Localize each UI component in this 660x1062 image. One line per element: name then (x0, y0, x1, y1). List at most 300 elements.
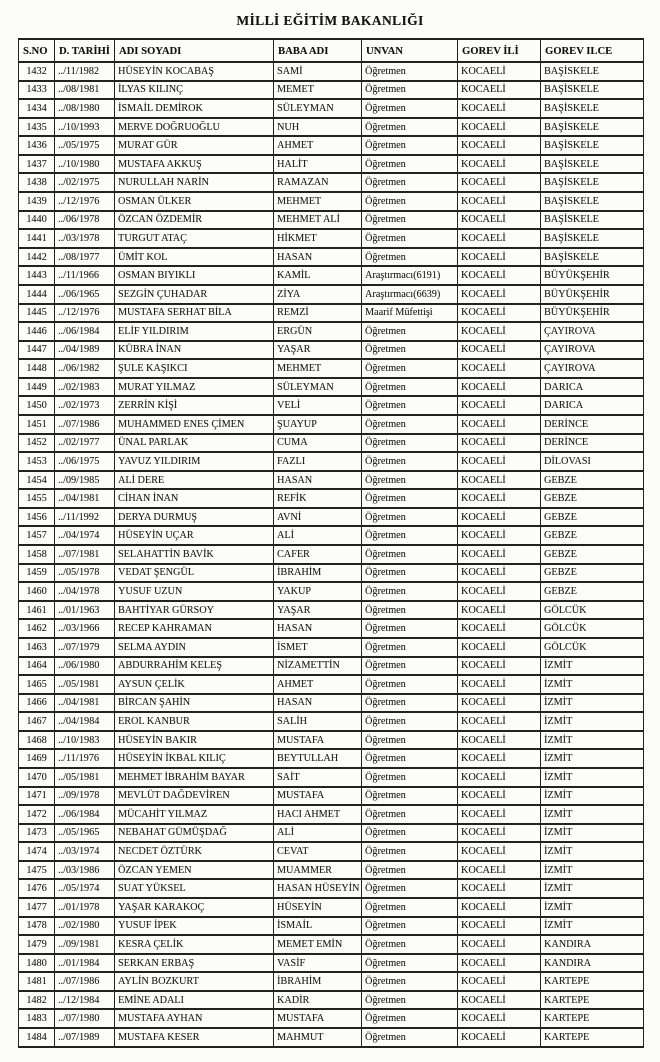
table-row (19, 1028, 644, 1047)
cell-birth-date: ../12/1976 (55, 304, 115, 323)
cell-birth-date: ../05/1974 (55, 879, 115, 898)
cell-province: KOCAELİ (458, 471, 541, 490)
cell-full-name: MERVE DOĞRUOĞLU (115, 118, 274, 137)
cell-province: KOCAELİ (458, 545, 541, 564)
table-row (19, 526, 644, 545)
cell-district: BAŞİSKELE (541, 173, 644, 192)
cell-father-name: YAŞAR (274, 601, 362, 620)
cell-district: İZMİT (541, 749, 644, 768)
cell-birth-date: ../07/1981 (55, 545, 115, 564)
cell-district: KARTEPE (541, 991, 644, 1010)
cell-district: İZMİT (541, 861, 644, 880)
cell-father-name: CAFER (274, 545, 362, 564)
cell-father-name: HÜSEYİN (274, 898, 362, 917)
cell-father-name: YAŞAR (274, 341, 362, 360)
cell-job-title: Öğretmen (362, 81, 458, 100)
cell-full-name: İLYAS KILINÇ (115, 81, 274, 100)
cell-province: KOCAELİ (458, 731, 541, 750)
cell-birth-date: ../01/1963 (55, 601, 115, 620)
cell-sno: 1472 (19, 805, 55, 824)
cell-province: KOCAELİ (458, 638, 541, 657)
cell-job-title: Öğretmen (362, 229, 458, 248)
cell-father-name: ERGÜN (274, 322, 362, 341)
cell-province: KOCAELİ (458, 657, 541, 676)
cell-district: İZMİT (541, 675, 644, 694)
cell-district: İZMİT (541, 842, 644, 861)
cell-full-name: NEBAHAT GÜMÜŞDAĞ (115, 824, 274, 843)
cell-job-title: Öğretmen (362, 712, 458, 731)
cell-birth-date: ../06/1975 (55, 452, 115, 471)
cell-father-name: SAİT (274, 768, 362, 787)
cell-district: GEBZE (541, 489, 644, 508)
cell-province: KOCAELİ (458, 341, 541, 360)
cell-sno: 1469 (19, 749, 55, 768)
cell-province: KOCAELİ (458, 564, 541, 583)
cell-full-name: YAŞAR KARAKOÇ (115, 898, 274, 917)
cell-sno: 1461 (19, 601, 55, 620)
cell-province: KOCAELİ (458, 192, 541, 211)
cell-job-title: Öğretmen (362, 99, 458, 118)
cell-birth-date: ../03/1974 (55, 842, 115, 861)
table-row (19, 136, 644, 155)
cell-full-name: SERKAN ERBAŞ (115, 954, 274, 973)
table-row (19, 675, 644, 694)
cell-job-title: Öğretmen (362, 879, 458, 898)
cell-province: KOCAELİ (458, 768, 541, 787)
table-row (19, 415, 644, 434)
table-row (19, 118, 644, 137)
cell-district: BAŞİSKELE (541, 81, 644, 100)
cell-birth-date: ../06/1982 (55, 359, 115, 378)
cell-sno: 1466 (19, 694, 55, 713)
cell-birth-date: ../05/1981 (55, 768, 115, 787)
cell-birth-date: ../11/1966 (55, 266, 115, 285)
cell-birth-date: ../05/1965 (55, 824, 115, 843)
cell-district: GÖLCÜK (541, 601, 644, 620)
cell-province: KOCAELİ (458, 824, 541, 843)
cell-district: KARTEPE (541, 1028, 644, 1047)
table-row (19, 248, 644, 267)
cell-district: GEBZE (541, 526, 644, 545)
table-row (19, 471, 644, 490)
cell-father-name: RAMAZAN (274, 173, 362, 192)
cell-full-name: HÜSEYİN BAKIR (115, 731, 274, 750)
cell-job-title: Öğretmen (362, 972, 458, 991)
cell-father-name: MEMET EMİN (274, 935, 362, 954)
header-sno: S.NO (19, 39, 55, 62)
personnel-table (18, 38, 644, 1048)
cell-full-name: NURULLAH NARİN (115, 173, 274, 192)
cell-sno: 1451 (19, 415, 55, 434)
cell-province: KOCAELİ (458, 396, 541, 415)
cell-job-title: Öğretmen (362, 564, 458, 583)
cell-sno: 1483 (19, 1009, 55, 1028)
cell-province: KOCAELİ (458, 601, 541, 620)
cell-father-name: ALİ (274, 526, 362, 545)
cell-birth-date: ../05/1981 (55, 675, 115, 694)
table-header (19, 39, 644, 62)
cell-sno: 1444 (19, 285, 55, 304)
cell-birth-date: ../01/1978 (55, 898, 115, 917)
cell-job-title: Öğretmen (362, 898, 458, 917)
cell-father-name: MUAMMER (274, 861, 362, 880)
cell-father-name: KAMİL (274, 266, 362, 285)
cell-province: KOCAELİ (458, 136, 541, 155)
cell-father-name: HASAN (274, 471, 362, 490)
cell-district: GEBZE (541, 545, 644, 564)
cell-father-name: İBRAHİM (274, 564, 362, 583)
cell-full-name: EMİNE ADALI (115, 991, 274, 1010)
cell-district: İZMİT (541, 694, 644, 713)
cell-province: KOCAELİ (458, 879, 541, 898)
cell-father-name: SÜLEYMAN (274, 99, 362, 118)
cell-birth-date: ../10/1980 (55, 155, 115, 174)
cell-district: BÜYÜKŞEHİR (541, 285, 644, 304)
cell-birth-date: ../02/1973 (55, 396, 115, 415)
cell-job-title: Öğretmen (362, 842, 458, 861)
cell-job-title: Öğretmen (362, 768, 458, 787)
cell-full-name: SEZGİN ÇUHADAR (115, 285, 274, 304)
cell-sno: 1443 (19, 266, 55, 285)
table-row (19, 359, 644, 378)
cell-job-title: Öğretmen (362, 508, 458, 527)
cell-full-name: CİHAN İNAN (115, 489, 274, 508)
cell-sno: 1455 (19, 489, 55, 508)
cell-district: İZMİT (541, 879, 644, 898)
table-row (19, 619, 644, 638)
cell-birth-date: ../03/1986 (55, 861, 115, 880)
cell-birth-date: ../06/1984 (55, 322, 115, 341)
table-row (19, 229, 644, 248)
cell-birth-date: ../06/1978 (55, 211, 115, 230)
cell-province: KOCAELİ (458, 1009, 541, 1028)
cell-district: İZMİT (541, 787, 644, 806)
cell-job-title: Öğretmen (362, 192, 458, 211)
cell-full-name: AYSUN ÇELİK (115, 675, 274, 694)
cell-father-name: MAHMUT (274, 1028, 362, 1047)
cell-job-title: Öğretmen (362, 415, 458, 434)
cell-sno: 1441 (19, 229, 55, 248)
cell-district: BÜYÜKŞEHİR (541, 266, 644, 285)
table-row (19, 712, 644, 731)
cell-full-name: ZERRİN KİŞİ (115, 396, 274, 415)
cell-province: KOCAELİ (458, 378, 541, 397)
cell-province: KOCAELİ (458, 229, 541, 248)
cell-father-name: MUSTAFA (274, 1009, 362, 1028)
cell-sno: 1433 (19, 81, 55, 100)
cell-birth-date: ../07/1986 (55, 415, 115, 434)
table-row (19, 879, 644, 898)
table-row (19, 285, 644, 304)
document-title: MİLLİ EĞİTİM BAKANLIĞI (236, 13, 424, 28)
cell-father-name: HASAN HÜSEYİN (274, 879, 362, 898)
cell-job-title: Öğretmen (362, 118, 458, 137)
cell-province: KOCAELİ (458, 155, 541, 174)
cell-job-title: Araştırmacı(6639) (362, 285, 458, 304)
cell-job-title: Öğretmen (362, 805, 458, 824)
cell-job-title: Öğretmen (362, 396, 458, 415)
cell-full-name: EROL KANBUR (115, 712, 274, 731)
cell-job-title: Öğretmen (362, 787, 458, 806)
cell-province: KOCAELİ (458, 861, 541, 880)
table-row (19, 917, 644, 936)
table-row (19, 787, 644, 806)
cell-full-name: BİRCAN ŞAHİN (115, 694, 274, 713)
cell-father-name: AHMET (274, 136, 362, 155)
cell-father-name: ŞUAYUP (274, 415, 362, 434)
table-row (19, 99, 644, 118)
cell-full-name: MÜCAHİT YILMAZ (115, 805, 274, 824)
cell-full-name: ÖZCAN YEMEN (115, 861, 274, 880)
cell-province: KOCAELİ (458, 972, 541, 991)
header-job-title: UNVAN (362, 39, 458, 62)
cell-sno: 1467 (19, 712, 55, 731)
cell-district: KARTEPE (541, 972, 644, 991)
cell-father-name: MEMET (274, 81, 362, 100)
cell-birth-date: ../02/1980 (55, 917, 115, 936)
cell-full-name: RECEP KAHRAMAN (115, 619, 274, 638)
table-row (19, 861, 644, 880)
cell-sno: 1436 (19, 136, 55, 155)
cell-birth-date: ../06/1980 (55, 657, 115, 676)
cell-father-name: MEHMET (274, 359, 362, 378)
table-row (19, 824, 644, 843)
cell-full-name: İSMAİL DEMİROK (115, 99, 274, 118)
cell-full-name: SUAT YÜKSEL (115, 879, 274, 898)
table-row (19, 508, 644, 527)
cell-birth-date: ../12/1984 (55, 991, 115, 1010)
cell-father-name: BEYTULLAH (274, 749, 362, 768)
cell-birth-date: ../10/1993 (55, 118, 115, 137)
cell-province: KOCAELİ (458, 322, 541, 341)
cell-district: DERİNCE (541, 415, 644, 434)
cell-province: KOCAELİ (458, 62, 541, 81)
cell-district: İZMİT (541, 917, 644, 936)
cell-province: KOCAELİ (458, 508, 541, 527)
table-row (19, 842, 644, 861)
cell-district: GEBZE (541, 564, 644, 583)
table-row (19, 638, 644, 657)
cell-father-name: İSMET (274, 638, 362, 657)
cell-job-title: Öğretmen (362, 694, 458, 713)
cell-sno: 1435 (19, 118, 55, 137)
cell-full-name: MUSTAFA AKKUŞ (115, 155, 274, 174)
cell-province: KOCAELİ (458, 452, 541, 471)
cell-district: İZMİT (541, 768, 644, 787)
cell-birth-date: ../03/1978 (55, 229, 115, 248)
cell-sno: 1484 (19, 1028, 55, 1047)
cell-job-title: Öğretmen (362, 62, 458, 81)
cell-sno: 1453 (19, 452, 55, 471)
cell-job-title: Öğretmen (362, 582, 458, 601)
cell-birth-date: ../09/1978 (55, 787, 115, 806)
table-row (19, 378, 644, 397)
header-province: GOREV İLİ (458, 39, 541, 62)
cell-district: GEBZE (541, 471, 644, 490)
table-row (19, 304, 644, 323)
cell-district: İZMİT (541, 805, 644, 824)
table-row (19, 694, 644, 713)
cell-sno: 1432 (19, 62, 55, 81)
cell-sno: 1449 (19, 378, 55, 397)
cell-father-name: HASAN (274, 619, 362, 638)
cell-province: KOCAELİ (458, 787, 541, 806)
table-row (19, 749, 644, 768)
header-father-name: BABA ADI (274, 39, 362, 62)
cell-father-name: İSMAİL (274, 917, 362, 936)
cell-birth-date: ../10/1983 (55, 731, 115, 750)
cell-full-name: KESRA ÇELİK (115, 935, 274, 954)
cell-sno: 1458 (19, 545, 55, 564)
cell-province: KOCAELİ (458, 935, 541, 954)
cell-district: KANDIRA (541, 935, 644, 954)
cell-job-title: Öğretmen (362, 861, 458, 880)
cell-district: İZMİT (541, 898, 644, 917)
cell-father-name: HACI AHMET (274, 805, 362, 824)
cell-sno: 1478 (19, 917, 55, 936)
cell-province: KOCAELİ (458, 917, 541, 936)
cell-sno: 1440 (19, 211, 55, 230)
cell-job-title: Öğretmen (362, 1009, 458, 1028)
cell-father-name: AVNİ (274, 508, 362, 527)
cell-district: ÇAYIROVA (541, 359, 644, 378)
table-row (19, 898, 644, 917)
cell-job-title: Öğretmen (362, 619, 458, 638)
table-row (19, 954, 644, 973)
cell-province: KOCAELİ (458, 582, 541, 601)
cell-district: BAŞİSKELE (541, 118, 644, 137)
cell-district: ÇAYIROVA (541, 341, 644, 360)
cell-father-name: MUSTAFA (274, 787, 362, 806)
cell-sno: 1454 (19, 471, 55, 490)
cell-job-title: Öğretmen (362, 638, 458, 657)
cell-district: İZMİT (541, 824, 644, 843)
cell-sno: 1434 (19, 99, 55, 118)
table-row (19, 155, 644, 174)
cell-full-name: MUSTAFA KESER (115, 1028, 274, 1047)
table-row (19, 173, 644, 192)
table-row (19, 935, 644, 954)
cell-district: BAŞİSKELE (541, 248, 644, 267)
cell-birth-date: ../12/1976 (55, 192, 115, 211)
table-row (19, 434, 644, 453)
cell-province: KOCAELİ (458, 434, 541, 453)
cell-district: BAŞİSKELE (541, 211, 644, 230)
cell-province: KOCAELİ (458, 805, 541, 824)
cell-province: KOCAELİ (458, 266, 541, 285)
cell-job-title: Öğretmen (362, 136, 458, 155)
cell-father-name: HASAN (274, 248, 362, 267)
cell-job-title: Öğretmen (362, 155, 458, 174)
cell-father-name: MEHMET ALİ (274, 211, 362, 230)
cell-full-name: TURGUT ATAÇ (115, 229, 274, 248)
cell-full-name: BAHTİYAR GÜRSOY (115, 601, 274, 620)
cell-father-name: SAMİ (274, 62, 362, 81)
cell-sno: 1459 (19, 564, 55, 583)
cell-province: KOCAELİ (458, 619, 541, 638)
cell-job-title: Öğretmen (362, 824, 458, 843)
header-birth-date: D. TARİHİ (55, 39, 115, 62)
cell-sno: 1463 (19, 638, 55, 657)
cell-birth-date: ../09/1981 (55, 935, 115, 954)
cell-birth-date: ../08/1977 (55, 248, 115, 267)
cell-sno: 1450 (19, 396, 55, 415)
cell-sno: 1438 (19, 173, 55, 192)
cell-job-title: Maarif Müfettişi (362, 304, 458, 323)
cell-full-name: MURAT GÜR (115, 136, 274, 155)
cell-father-name: YAKUP (274, 582, 362, 601)
cell-sno: 1445 (19, 304, 55, 323)
cell-birth-date: ../09/1985 (55, 471, 115, 490)
cell-birth-date: ../05/1975 (55, 136, 115, 155)
cell-sno: 1465 (19, 675, 55, 694)
cell-job-title: Öğretmen (362, 1028, 458, 1047)
cell-district: BÜYÜKŞEHİR (541, 304, 644, 323)
cell-birth-date: ../03/1966 (55, 619, 115, 638)
cell-job-title: Öğretmen (362, 935, 458, 954)
cell-father-name: REMZİ (274, 304, 362, 323)
cell-province: KOCAELİ (458, 285, 541, 304)
cell-job-title: Öğretmen (362, 545, 458, 564)
cell-job-title: Öğretmen (362, 322, 458, 341)
cell-father-name: VELİ (274, 396, 362, 415)
cell-district: GEBZE (541, 582, 644, 601)
cell-full-name: ÜNAL PARLAK (115, 434, 274, 453)
cell-birth-date: ../02/1975 (55, 173, 115, 192)
cell-father-name: SÜLEYMAN (274, 378, 362, 397)
cell-birth-date: ../07/1989 (55, 1028, 115, 1047)
cell-full-name: ABDURRAHİM KELEŞ (115, 657, 274, 676)
cell-district: GEBZE (541, 508, 644, 527)
cell-birth-date: ../08/1980 (55, 99, 115, 118)
cell-district: DARICA (541, 378, 644, 397)
table-row (19, 452, 644, 471)
cell-district: İZMİT (541, 657, 644, 676)
cell-job-title: Öğretmen (362, 526, 458, 545)
cell-full-name: DERYA DURMUŞ (115, 508, 274, 527)
header-district: GOREV ILCE (541, 39, 644, 62)
cell-birth-date: ../01/1984 (55, 954, 115, 973)
cell-full-name: HÜSEYİN UÇAR (115, 526, 274, 545)
cell-birth-date: ../11/1976 (55, 749, 115, 768)
table-row (19, 62, 644, 81)
cell-job-title: Öğretmen (362, 489, 458, 508)
cell-district: BAŞİSKELE (541, 136, 644, 155)
cell-father-name: ALİ (274, 824, 362, 843)
cell-province: KOCAELİ (458, 954, 541, 973)
table-row (19, 489, 644, 508)
cell-sno: 1460 (19, 582, 55, 601)
cell-father-name: NUH (274, 118, 362, 137)
cell-job-title: Öğretmen (362, 917, 458, 936)
cell-sno: 1468 (19, 731, 55, 750)
cell-full-name: YUSUF UZUN (115, 582, 274, 601)
cell-sno: 1447 (19, 341, 55, 360)
cell-full-name: ŞULE KAŞIKCI (115, 359, 274, 378)
cell-full-name: YUSUF İPEK (115, 917, 274, 936)
cell-district: GÖLCÜK (541, 638, 644, 657)
cell-job-title: Öğretmen (362, 991, 458, 1010)
cell-full-name: MUSTAFA AYHAN (115, 1009, 274, 1028)
cell-sno: 1452 (19, 434, 55, 453)
cell-province: KOCAELİ (458, 99, 541, 118)
cell-birth-date: ../02/1977 (55, 434, 115, 453)
cell-birth-date: ../04/1974 (55, 526, 115, 545)
cell-father-name: CEVAT (274, 842, 362, 861)
table-row (19, 545, 644, 564)
cell-full-name: YAVUZ YILDIRIM (115, 452, 274, 471)
cell-province: KOCAELİ (458, 712, 541, 731)
